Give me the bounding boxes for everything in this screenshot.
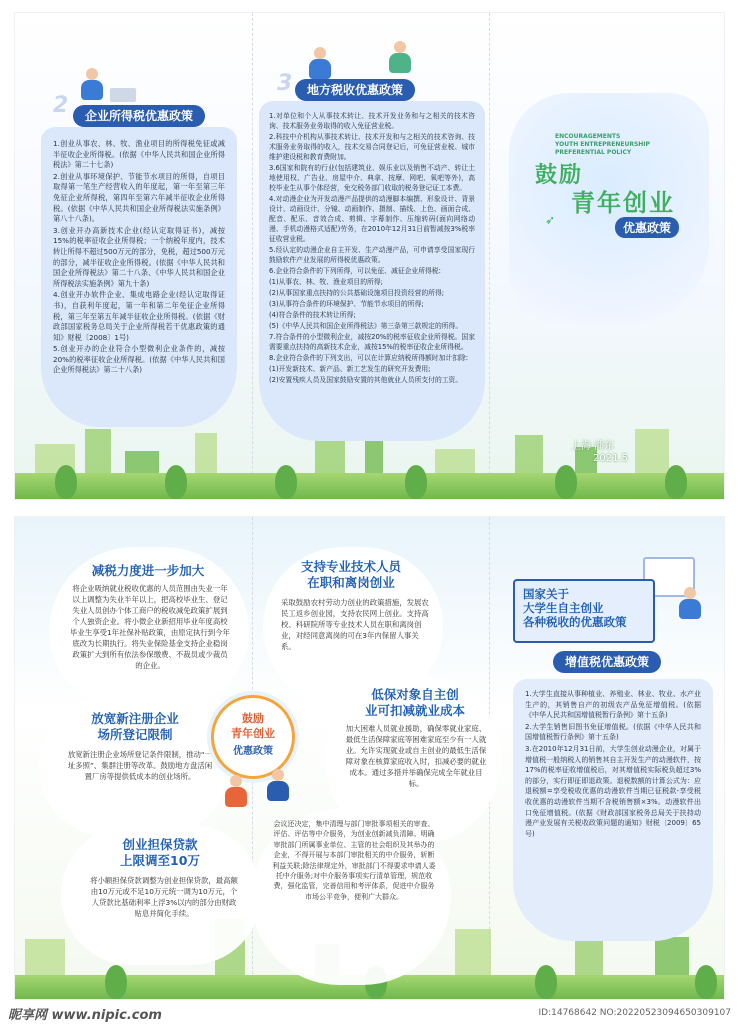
bubble-body: 将小额担保贷款调整为创业担保贷款，最高额由10万元或不足10万元统一调为10万元，个人贷款比基础利率上浮3%以内的部分由财政贴息并简化手续。 [90,876,238,918]
image-id-text: ID:14768642 NO:20220523094650309107 [538,1008,731,1018]
bubble-body: 将企业吸纳就业税收优惠的人员范围由失业一年以上调整为失业半年以上，把高校毕业生、登记失业人员创办个体工商户的税收减免政策扩展到个人独资企业。将小微企业新招用毕业年度高校毕业生享受1年社保补贴政策，由原定执行到今年底改为长期执行。将失业保险基金支持企业稳岗政策扩大到所有依法参保缴费、不裁员或少裁员的企业。 [70,584,230,670]
bubble-title-line: 创业担保贷款 [122,837,198,852]
policy-item: 8.企业符合条件的下列支出，可以在计算应纳税所得额时加计扣除: [269,354,469,362]
section-header: 企业所得税优惠政策 [73,105,205,127]
bubble-title-line: 业可扣减就业成本 [364,703,465,718]
policy-item: (1)从事农、林、牧、渔业项目的所得; [269,278,383,286]
policy-list [41,127,237,376]
policy-list [259,101,485,385]
policy-item: (5)《中华人民共和国企业所得税法》第三条第三款规定的所得。 [269,322,463,330]
bubble-body: 采取鼓励农村劳动力创业的政策措施，发展农民工返乡创业园，支持农民网上创业。支持高校、科研院所等专业技术人员在职和离岗创业，对经同意离岗的可在3年内保留人事关系。 [281,598,429,651]
policy-item: (2)安置残疾人员及国家鼓励安置的其他就业人员所支付的工资。 [269,376,463,384]
policy-item: 5.经认定的动漫企业自主开发、生产动漫产品，可申请享受国家现行鼓励软件产业发展的所得税优惠政策。 [269,246,475,264]
cover-english-line: PREFERENTIAL POLICY [555,149,632,156]
center-badge-line: 鼓励 [242,712,264,725]
bubble-title [271,559,431,591]
watermark-bar [0,1002,741,1024]
policy-item: 4.对动漫企业为开发动漫产品提供的动漫脚本编撰、形象设计、背景设计、动画设计、分镜、动画制作、摄制、描线、上色、画面合成、配音、配乐、音效合成、剪辑、字幕制作、压缩转码(面向网络动漫、手机动漫格式适配)劳务，在2010年12月31日前暂减按3%税率征收营业税。 [269,195,475,243]
bubble-title [85,837,235,869]
person-illustration [675,587,705,621]
center-badge-line: 青年创业 [231,727,275,740]
right-title-line: 国家关于 [523,587,569,601]
brochure-outside-sheet [14,12,725,500]
policy-item: 6.企业符合条件的下列所得，可以免征、减征企业所得税: [269,267,441,275]
policy-item: 3.6国家和院有的行业(包括建筑业、娱乐业以及销售不动产、转让土地使用权、广告业、房屋中介、典拿、按摩、网吧、氧吧等外)，高校毕业生从事个体经营，免交税务部门收取的税务登记证工本费。 [269,164,475,192]
person-illustration [77,68,107,102]
person-illustration [305,47,335,81]
policy-item: 1.大学生直接从事种植业、养殖业、林业、牧业、水产业生产的，其销售自产的初级农产品免征增值税。(依据《中华人民共和国增值税暂行条例》第十五条) [525,690,701,720]
policy-item: 2.创业从事环境保护、节能节水项目的所得，自项目取得第一笔生产经营收入的年度起，第一年至第三年免征企业所得税，第四年至第六年减半征收企业所得税。(依据《中华人民共和国企业所得税法实施条例》第八十八条)。 [53,171,225,224]
bubble-body: 加大困难人员就业援助，确保零就业家庭、最低生活保障家庭等困难家庭至少有一人就业。允许实现就业或自主创业的最低生活保障对象在核算家庭收入时，扣减必要的就业成本。通过多措并举确保完成全年就业目标。 [345,724,487,788]
brochure-inside-sheet [14,516,725,1000]
center-badge [211,695,295,779]
bubble-title-line: 支持专业技术人员 [300,559,401,574]
center-badge-line: 优惠政策 [233,746,273,757]
site-logo: 昵享网 www.nipic.com [8,1008,162,1023]
policy-item: 7.符合条件的小型微利企业，减按20%的税率征收企业所得税。国家需要重点扶持的高新技术企业，减按15%的税率征收企业所得税。 [269,333,475,351]
cover-location: 上海·浦东 [571,441,615,452]
cover-title-line1: 鼓励 [535,163,584,188]
cover-title-line2: 青年创业 [571,189,675,217]
bubble-title [55,711,215,743]
section-header: 地方税收优惠政策 [295,79,415,101]
right-title-box [513,579,655,643]
cover-date: 2021.5 [593,453,628,464]
bubble-title-line: 低保对象自主创 [371,687,459,702]
policy-item: 5.创业开办的企业符合小型微利企业条件的，减按20%的税率征收企业所得税。(依据《中华人民共和国企业所得税法》第二十八条) [53,344,225,375]
bubble-title-line: 场所登记限制 [97,727,173,742]
policy-item: (4)符合条件的技术转让所得; [269,311,356,319]
panel-card [259,101,485,441]
person-illustration [385,41,415,75]
panel-number: 3 [277,71,293,96]
policy-item: 1.创业从事农、林、牧、渔业项目的所得税免征或减半征收企业所得税。(依据《中华人民共和国企业所得税法》第二十七条) [53,139,225,170]
policy-item: 3.创业开办高新技术企业(经认定取得证书)，减按15%的税率征收企业所得税；一个纳税年度内，技术转让所得不超过500万元的部分，免税，超过500万元的部分，减半征收企业所得税。(依据《中华人民共和国企业所得税法》第二十八条、《中华人民共和国企业所得税法实施条例》第九十条) [53,225,225,288]
panel-card [513,679,713,941]
bubble-body: 会议还决定，集中清理与部门审批事项相关的审查、评估、评估等中介服务，为创业创新减负清障。明确审批部门所属事业单位、主管的社会组织及其举办的企业，不得开展与本部门审批相关的中介服务，斩断利益关联;除法律规定外，审批部门不得要求申请人委托中介服务;对中介服务事项实行清单管理，规范收费，强化监管，完善信用和考评体系，促进中介服务市场公平竞争，便利广大群众。 [272,820,436,901]
policy-item: 2.大学生销售旧图书免征增值税。(依据《中华人民共和国增值税暂行条例》第十五条) [525,722,701,742]
policy-item: (2)从事国家重点扶持的公共基础设施项目投资经营的所得; [269,289,445,297]
policy-list [513,679,713,839]
person-illustration [263,769,293,803]
cover-english-line: ENCOURAGEMENTS [555,133,621,140]
policy-item: 4.创业开办软件企业、集成电路企业(经认定取得证书)，自获利年度起，第一年和第二年免征企业所得税，第三年至第五年减半征收企业所得税。(依据《财政部国家税务总局关于企业所得税若干优惠政策的通知》财税〔2008〕1号) [53,290,225,342]
panel-number: 2 [53,93,69,118]
section-header: 增值税优惠政策 [553,651,661,673]
bubble-title-line: 在职和离岗创业 [307,575,395,590]
bubble-body: 放宽新注册企业场所登记条件限制，推动“一址多照”、集群注册等改革。鼓励地方盘活闲置厂房等提供低成本的创业场所。 [67,750,213,781]
policy-item: 2.科技中介机构从事技术转让、技术开发和与之相关的技术咨询、技术服务业务取得的收入，技术交易合同登记后，可免征营业税、城市维护建设税和教育费附加。 [269,133,475,161]
right-title-line: 各种税收的优惠政策 [523,615,627,629]
bubble-title [335,687,495,719]
cover-title-badge: 优惠政策 [615,217,679,238]
bubble-title-line: 上限调至10万 [120,853,200,868]
cover-english [555,133,650,157]
bubble-title: 减税力度进一步加大 [91,563,205,578]
bubble-title-line: 放宽新注册企业 [91,711,179,726]
policy-item: 3.在2010年12月31日前，大学生创业动漫企业，对属于增值税一般纳税人的销售其自主开发生产的动漫软件，按17%的税率征收增值税后，对其增值税实际税负超过3%的部分，实行即征即退政策。退税数额的计算公式为：应退税额=享受税收优惠的动漫软件当期已征税款-享受税收优惠的动漫软件当期不含税销售额×3%。动漫软件出口免征增值税。(依据《财政部国家税务总局关于扶持动漫产业发展有关税收政策问题的通知》财税〔2009〕65号) [525,744,701,838]
policy-item: 1.对单位和个人从事技术转让、技术开发业务和与之相关的技术咨询、技术服务业务取得的收入免征营业税。 [269,112,475,130]
cover-english-line: YOUTH ENTREPRENEURSHIP [555,141,650,148]
laptop-icon [110,88,136,102]
policy-item: (3)从事符合条件的环境保护、节能节水项目的所得; [269,300,424,308]
policy-item: (1)开发新技术、新产品、新工艺发生的研究开发费用; [269,365,431,373]
bird-icon: ➶ [545,213,556,227]
right-title [523,587,627,629]
panel-card [41,127,237,427]
right-title-line: 大学生自主创业 [523,601,604,615]
person-illustration [221,775,251,809]
